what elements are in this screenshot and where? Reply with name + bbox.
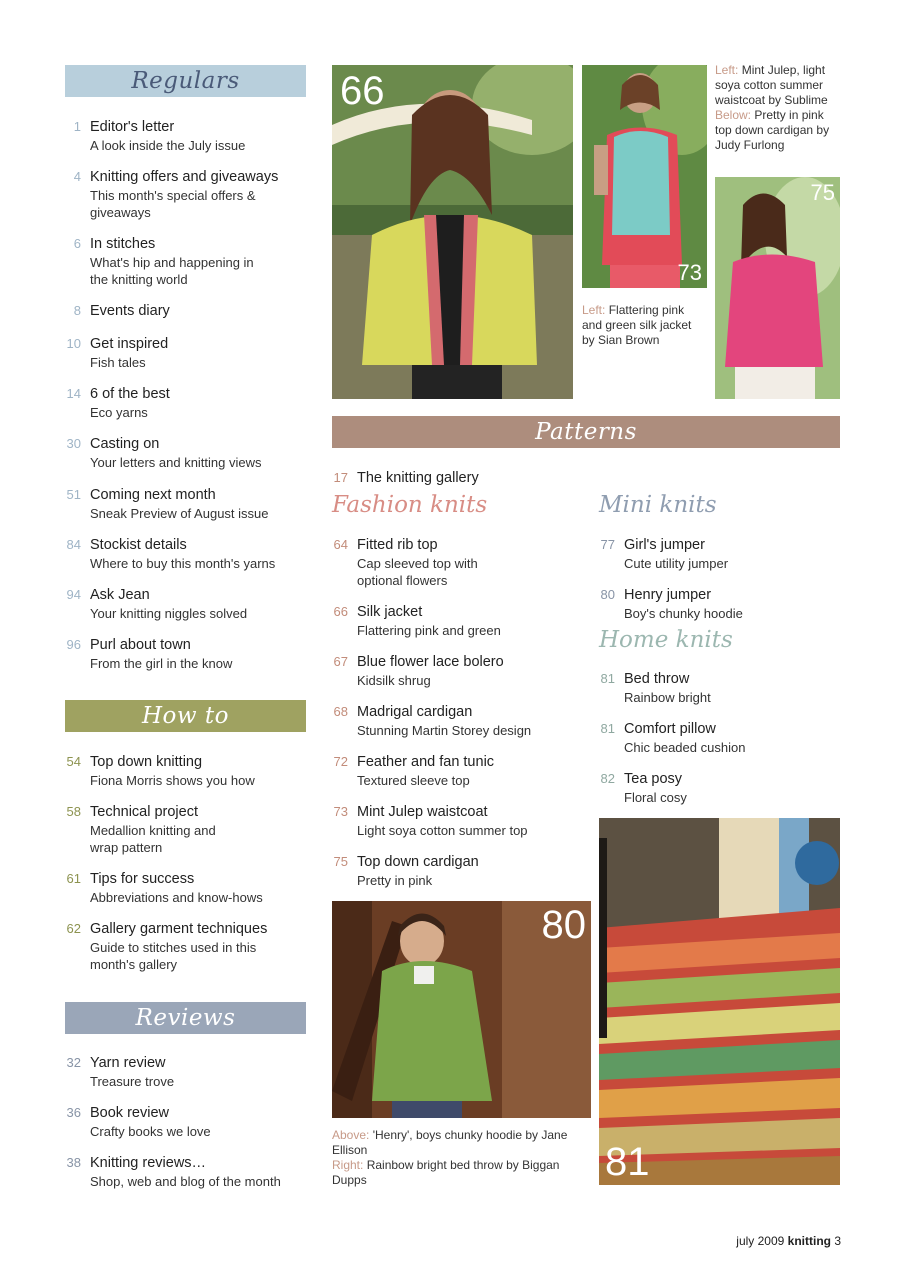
footer-date: july 2009 (736, 1234, 788, 1248)
entry-title: Technical project (90, 804, 198, 820)
entry-description: Sneak Preview of August issue (90, 506, 269, 521)
page-number: 81 (600, 721, 615, 736)
page-number-81: 81 (605, 1140, 650, 1184)
page-number: 75 (333, 854, 348, 869)
page-number: 73 (333, 804, 348, 819)
entry-description: What's hip and happening in the knitting world (90, 255, 254, 287)
entry-description: Cute utility jumper (624, 556, 729, 571)
page-number: 62 (66, 921, 81, 936)
page-number: 32 (66, 1055, 81, 1070)
entry-description: Cap sleeved top with optional flowers (357, 556, 478, 588)
page-number: 51 (66, 487, 81, 502)
page-number: 81 (600, 671, 615, 686)
entry-description: Crafty books we love (90, 1124, 211, 1139)
page-number: 14 (66, 386, 81, 401)
page-number-73: 73 (677, 260, 702, 285)
footer-page-number: 3 (830, 1234, 841, 1248)
photo-henry-jumper (332, 901, 591, 1118)
entry-description: Abbreviations and know-hows (90, 890, 263, 905)
howto-banner: How to (65, 700, 306, 732)
entry-title: Gallery garment techniques (90, 921, 268, 937)
entry-description: Where to buy this month's yarns (90, 556, 276, 571)
entry-title: Fitted rib top (357, 537, 438, 553)
entry-title: Casting on (90, 436, 160, 452)
entry-title: Top down knitting (90, 754, 203, 770)
entry-title: The knitting gallery (357, 470, 479, 486)
page-number: 82 (600, 771, 615, 786)
page-number: 38 (66, 1155, 81, 1170)
entry-title: Stockist details (90, 537, 187, 553)
page-number: 96 (66, 637, 81, 652)
entry-title: 6 of the best (90, 386, 170, 402)
entry-description: Medallion knitting and wrap pattern (90, 823, 216, 855)
page-number: 80 (600, 587, 615, 602)
page-number: 84 (66, 537, 81, 552)
entry-title: Get inspired (90, 336, 169, 352)
page-number-80: 80 (541, 903, 586, 947)
page-number: 68 (333, 704, 348, 719)
entry-description: Fish tales (90, 355, 146, 370)
home-knits-heading: Home knits (599, 627, 733, 653)
entry-description: Floral cosy (624, 790, 687, 805)
page-number-75: 75 (810, 180, 835, 205)
caption-mint-julep-top-down (715, 63, 840, 153)
entry-title: In stitches (90, 236, 156, 252)
fashion-knits-heading: Fashion knits (332, 492, 488, 518)
entry-description: This month's special offers & giveaways (90, 188, 256, 220)
entry-description: Rainbow bright (624, 690, 711, 705)
photo-bed-throw (599, 818, 840, 1185)
entry-title: Tea posy (624, 771, 683, 787)
entry-title: Mint Julep waistcoat (357, 804, 488, 820)
entry-title: Top down cardigan (357, 854, 479, 870)
photo-mint-julep (582, 65, 707, 288)
entry-description: A look inside the July issue (90, 138, 246, 153)
caption-text: Pretty in pink top down cardigan by Judy Furlong (715, 108, 830, 152)
page-number: 54 (66, 754, 81, 769)
caption-lead-left: Left: (582, 303, 606, 317)
page-number: 67 (333, 654, 348, 669)
page-number: 6 (73, 236, 81, 251)
entry-description: Light soya cotton summer top (357, 823, 528, 838)
page-number: 94 (66, 587, 81, 602)
page-number: 61 (66, 871, 81, 886)
entry-title: Bed throw (624, 671, 690, 687)
entry-title: Ask Jean (90, 587, 150, 603)
entry-title: Knitting offers and giveaways (90, 169, 279, 185)
caption-silk-jacket (582, 303, 707, 348)
photo-top-down-cardigan (715, 177, 840, 399)
page-number: 8 (73, 303, 81, 318)
entry-description: Your knitting niggles solved (90, 606, 248, 621)
caption-lead-below: Below: (715, 108, 752, 122)
entry-title: Feather and fan tunic (357, 754, 495, 770)
entry-description: Flattering pink and green (357, 623, 501, 638)
caption-henry-bed-throw (332, 1128, 591, 1188)
page-number: 4 (73, 169, 81, 184)
caption-text: Mint Julep, light soya cotton summer waistcoat by Sublime (715, 63, 828, 107)
entry-description: Chic beaded cushion (624, 740, 746, 755)
entry-title: Coming next month (90, 487, 216, 503)
page-number: 66 (333, 604, 348, 619)
entry-title: Editor's letter (90, 119, 175, 135)
page-number: 30 (66, 436, 81, 451)
entry-title: Knitting reviews… (90, 1155, 207, 1171)
page-number: 17 (333, 470, 348, 485)
page-number: 72 (333, 754, 348, 769)
entry-title: Events diary (90, 303, 170, 319)
entry-description: Eco yarns (90, 405, 148, 420)
entry-title: Yarn review (90, 1055, 166, 1071)
entry-description: Textured sleeve top (357, 773, 470, 788)
page-footer (736, 1234, 841, 1248)
regulars-banner: Regulars (65, 65, 306, 97)
entry-title: Tips for success (90, 871, 195, 887)
reviews-banner: Reviews (65, 1002, 306, 1034)
caption-lead-above: Above: (332, 1128, 370, 1142)
entry-title: Purl about town (90, 637, 191, 653)
photo-silk-jacket (332, 65, 573, 399)
caption-lead-right: Right: (332, 1158, 364, 1172)
pattern-entry-gallery[interactable] (332, 470, 572, 490)
entry-title: Comfort pillow (624, 721, 716, 737)
page-number-66: 66 (340, 69, 385, 113)
entry-description: Boy's chunky hoodie (624, 606, 743, 621)
entry-description: Shop, web and blog of the month (90, 1174, 281, 1189)
page-number: 10 (66, 336, 81, 351)
mini-knits-heading: Mini knits (599, 492, 717, 518)
entry-description: From the girl in the know (90, 656, 233, 671)
page-number: 77 (600, 537, 615, 552)
entry-title: Blue flower lace bolero (357, 654, 504, 670)
page-number: 64 (333, 537, 348, 552)
entry-title: Girl's jumper (624, 537, 705, 553)
entry-description: Treasure trove (90, 1074, 175, 1089)
caption-lead-left: Left: (715, 63, 739, 77)
patterns-banner: Patterns (332, 416, 840, 448)
entry-description: Guide to stitches used in this month's gallery (90, 940, 257, 972)
page-number: 1 (73, 119, 81, 134)
page-number: 36 (66, 1105, 81, 1120)
entry-description: Fiona Morris shows you how (90, 773, 255, 788)
entry-title: Silk jacket (357, 604, 423, 620)
caption-text: Flattering pink and green silk jacket by Sian Brown (582, 303, 692, 347)
page-number: 58 (66, 804, 81, 819)
entry-description: Pretty in pink (357, 873, 433, 888)
entry-title: Madrigal cardigan (357, 704, 473, 720)
entry-description: Your letters and knitting views (90, 455, 262, 470)
caption-text: Rainbow bright bed throw by Biggan Dupps (332, 1158, 560, 1187)
entry-description: Stunning Martin Storey design (357, 723, 532, 738)
entry-title: Book review (90, 1105, 169, 1121)
footer-brand: knitting (787, 1234, 831, 1248)
entry-description: Kidsilk shrug (357, 673, 431, 688)
caption-text: 'Henry', boys chunky hoodie by Jane Ellison (332, 1128, 568, 1157)
entry-title: Henry jumper (624, 587, 712, 603)
